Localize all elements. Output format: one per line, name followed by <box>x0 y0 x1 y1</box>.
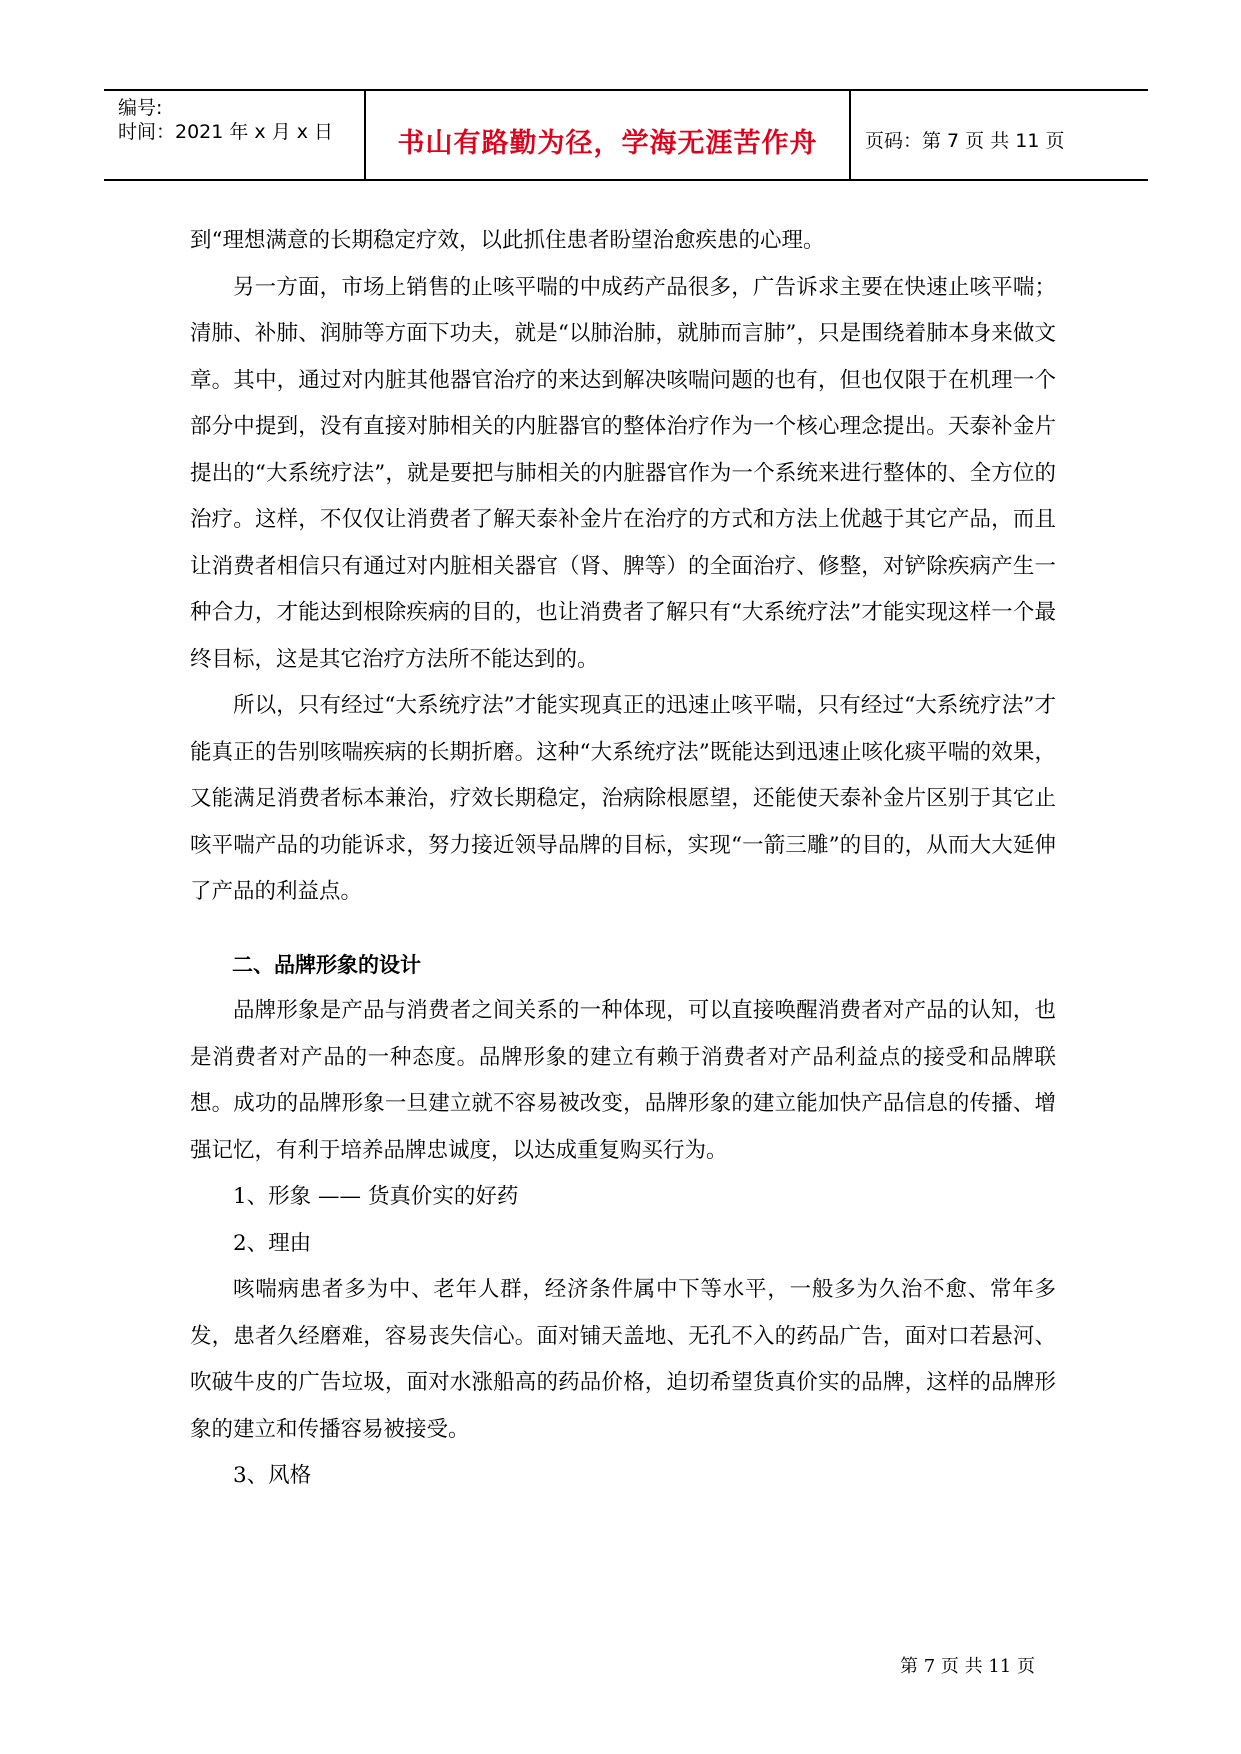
section-heading: 二、品牌形象的设计 <box>232 952 421 977</box>
paragraph: 品牌形象是产品与消费者之间关系的一种体现，可以直接唤醒消费者对产品的认知，也是消费者对产品的一种态度。品牌形象的建立有赖于消费者对产品利益点的接受和品牌联想。成功的品牌形象一旦建立就不容易被改变，品牌形象的建立能加快产品信息的传播、增强记忆，有利于培养品牌忠诚度，以达成重复购买行为。 <box>190 998 1056 1163</box>
paragraph: 咳喘病患者多为中、老年人群，经济条件属中下等水平，一般多为久治不愈、常年多发，患者久经磨难，容易丧失信心。面对铺天盖地、无孔不入的药品广告，面对口若悬河、吹破牛皮的广告垃圾，面对水涨船高的药品价格，迫切希望货真价实的品牌，这样的品牌形象的建立和传播容易被接受。 <box>190 1277 1056 1442</box>
page-footer: 第 7 页 共 11 页 <box>900 1656 1035 1677</box>
list-item: 2、理由 <box>233 1230 312 1256</box>
list-item: 1、形象 —— 货真价实的好药 <box>233 1184 519 1209</box>
page-header <box>104 89 1148 181</box>
paragraph: 所以，只有经过“大系统疗法”才能实现真正的迅速止咳平喘，只有经过“大系统疗法”才能真正的告别咳喘疾病的长期折磨。这种“大系统疗法”既能达到迅速止咳化痰平喘的效果，又能满足消费者标本兼治，疗效长期稳定，治病除根愿望，还能使天泰补金片区别于其它止咳平喘产品的功能诉求，努力接近领导品牌的目标，实现“一箭三雕”的目的，从而大大延伸了产品的利益点。 <box>190 693 1056 904</box>
header-info-cell <box>104 91 366 179</box>
list-item: 3、风格 <box>233 1463 312 1488</box>
document-number-label: 编号: <box>118 97 163 119</box>
document-body <box>190 218 1056 1500</box>
header-motto: 书山有路勤为径，学海无涯苦作舟 <box>397 128 818 159</box>
paragraph: 另一方面，市场上销售的止咳平喘的中成药产品很多，广告诉求主要在快速止咳平喘；清肺、补肺、润肺等方面下功夫，就是“以肺治肺，就肺而言肺”，只是围绕着肺本身来做文章。其中，通过对内脏其他器官治疗的来达到解决咳喘问题的也有，但也仅限于在机理一个部分中提到，没有直接对肺相关的内脏器官的整体治疗作为一个核心理念提出。天泰补金片提出的“大系统疗法”，就是要把与肺相关的内脏器官作为一个系统来进行整体的、全方位的治疗。这样，不仅仅让消费者了解天泰补金片在治疗的方式和方法上优越于其它产品，而且让消费者相信只有通过对内脏相关器官（肾、脾等）的全面治疗、修整，对铲除疾病产生一种合力，才能达到根除疾病的目的，也让消费者了解只有“大系统疗法”才能实现这样一个最终目标，这是其它治疗方法所不能达到的。 <box>190 274 1056 672</box>
document-date: 时间：2021 年 x 月 x 日 <box>118 121 334 143</box>
header-page-code: 页码：第 7 页 共 11 页 <box>865 130 1065 152</box>
header-page-cell <box>851 91 1148 179</box>
header-motto-cell <box>366 91 851 179</box>
paragraph: 到“理想满意的长期稳定疗效，以此抓住患者盼望治愈疾患的心理。 <box>190 228 825 253</box>
